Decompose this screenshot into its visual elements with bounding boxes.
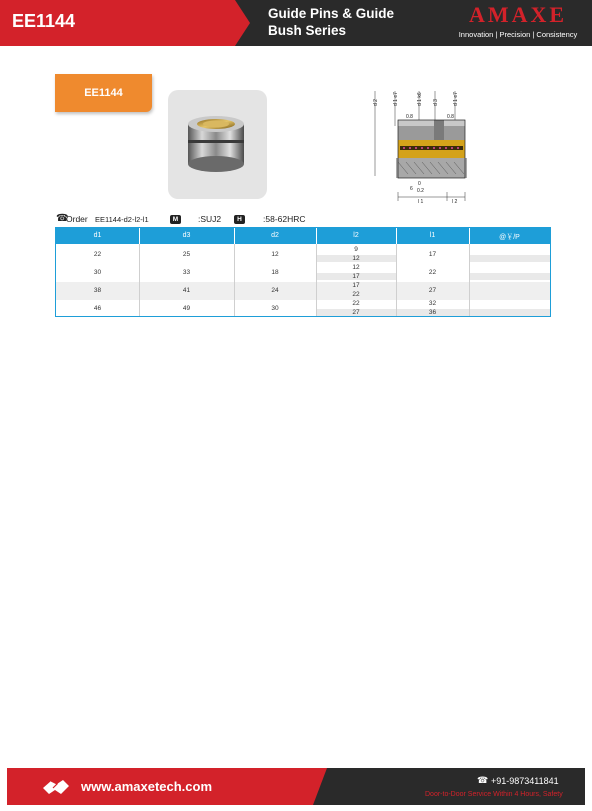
page-header — [0, 0, 592, 46]
table-cell-d2: 30 — [271, 305, 279, 312]
table-cell-d1: 30 — [93, 269, 102, 276]
footer-service: Door-to-Door Service Within 4 Hours, Safety — [425, 791, 563, 798]
guide-bush-image — [168, 90, 267, 199]
product-badge-label: EE1144 — [84, 87, 123, 99]
dim-label: d 1 e7 — [393, 92, 399, 106]
table-cell-d3: 25 — [182, 251, 191, 258]
technical-drawing — [368, 86, 480, 208]
dim-label: 0.2 — [417, 188, 424, 194]
table-cell-l2: 17 — [352, 282, 360, 289]
footer-phone: +91-9873411841 — [491, 776, 559, 786]
phone-icon: ☎ — [56, 213, 69, 224]
table-cell-l2: 17 — [352, 273, 360, 280]
series-title: Guide Pins & Guide Bush Series — [268, 6, 395, 38]
spec-table — [55, 227, 551, 317]
table-cell-l1: 22 — [428, 269, 437, 276]
dim-label: l 1 — [418, 199, 424, 205]
brand-tagline: Innovation | Precision | Consistency — [458, 30, 578, 39]
product-photo — [168, 90, 267, 199]
dim-label: 0.8 — [406, 114, 413, 120]
table-cell-l1: 27 — [428, 287, 437, 294]
order-code: EE1144-d2-l2-l1 — [95, 215, 149, 224]
dim-label: d 1 k6 — [417, 92, 423, 106]
page-footer — [7, 768, 585, 805]
table-cell-d3: 41 — [182, 287, 191, 294]
header-l2: l2 — [353, 232, 359, 239]
header-d1: d1 — [93, 232, 102, 239]
table-cell-l1: 36 — [428, 309, 437, 316]
material-icon: M — [170, 215, 181, 224]
hardness-value: :58-62HRC — [263, 214, 306, 224]
dim-label: 0 — [418, 181, 421, 187]
hardness-icon: H — [234, 215, 245, 224]
header-d3: d3 — [182, 232, 191, 239]
product-code: EE1144 — [12, 11, 76, 31]
table-cell-d3: 33 — [182, 269, 191, 276]
sub-row-band — [470, 273, 550, 280]
header-price: @￥/P — [499, 234, 520, 241]
table-cell-l2: 12 — [352, 264, 360, 271]
table-cell-d2: 24 — [271, 287, 279, 294]
table-cell-l2: 22 — [352, 291, 360, 298]
table-cell-d1: 38 — [93, 287, 102, 294]
dim-label: d 1 e7 — [453, 92, 459, 106]
table-cell-d2: 18 — [271, 269, 279, 276]
dimension-drawing — [368, 86, 480, 208]
order-label: Order — [66, 214, 88, 224]
dim-label: d 2 — [373, 99, 379, 106]
brand-logo — [448, 4, 588, 39]
dim-label: 0.8 — [447, 114, 454, 120]
sub-row-band — [470, 255, 550, 262]
header-l1: l1 — [429, 232, 436, 239]
header-d2: d2 — [271, 232, 279, 239]
dim-label: l 2 — [452, 199, 458, 205]
table-cell-l2: 9 — [354, 246, 358, 253]
handshake-icon — [41, 776, 71, 798]
table-cell-l2: 22 — [352, 300, 360, 307]
dim-label: d 3 — [433, 99, 439, 106]
table-header — [56, 228, 550, 244]
table-cell-l1: 32 — [428, 300, 437, 307]
phone-icon: ☎ — [477, 775, 489, 785]
table-cell-l2: 12 — [352, 255, 360, 262]
website-link[interactable]: www.amaxetech.com — [81, 779, 213, 794]
table-cell-d3: 49 — [182, 305, 191, 312]
dim-label: 6 — [410, 186, 413, 192]
brand-name: AMAXE — [468, 2, 568, 27]
product-badge — [55, 74, 152, 112]
table-cell-l2: 27 — [352, 309, 360, 316]
table-cell-d1: 22 — [93, 251, 102, 258]
table-cell-d2: 12 — [271, 251, 279, 258]
sub-row-band — [470, 309, 550, 316]
table-cell-l1: 17 — [428, 251, 437, 258]
table-cell-d1: 46 — [93, 305, 102, 312]
material-value: :SUJ2 — [198, 214, 222, 224]
